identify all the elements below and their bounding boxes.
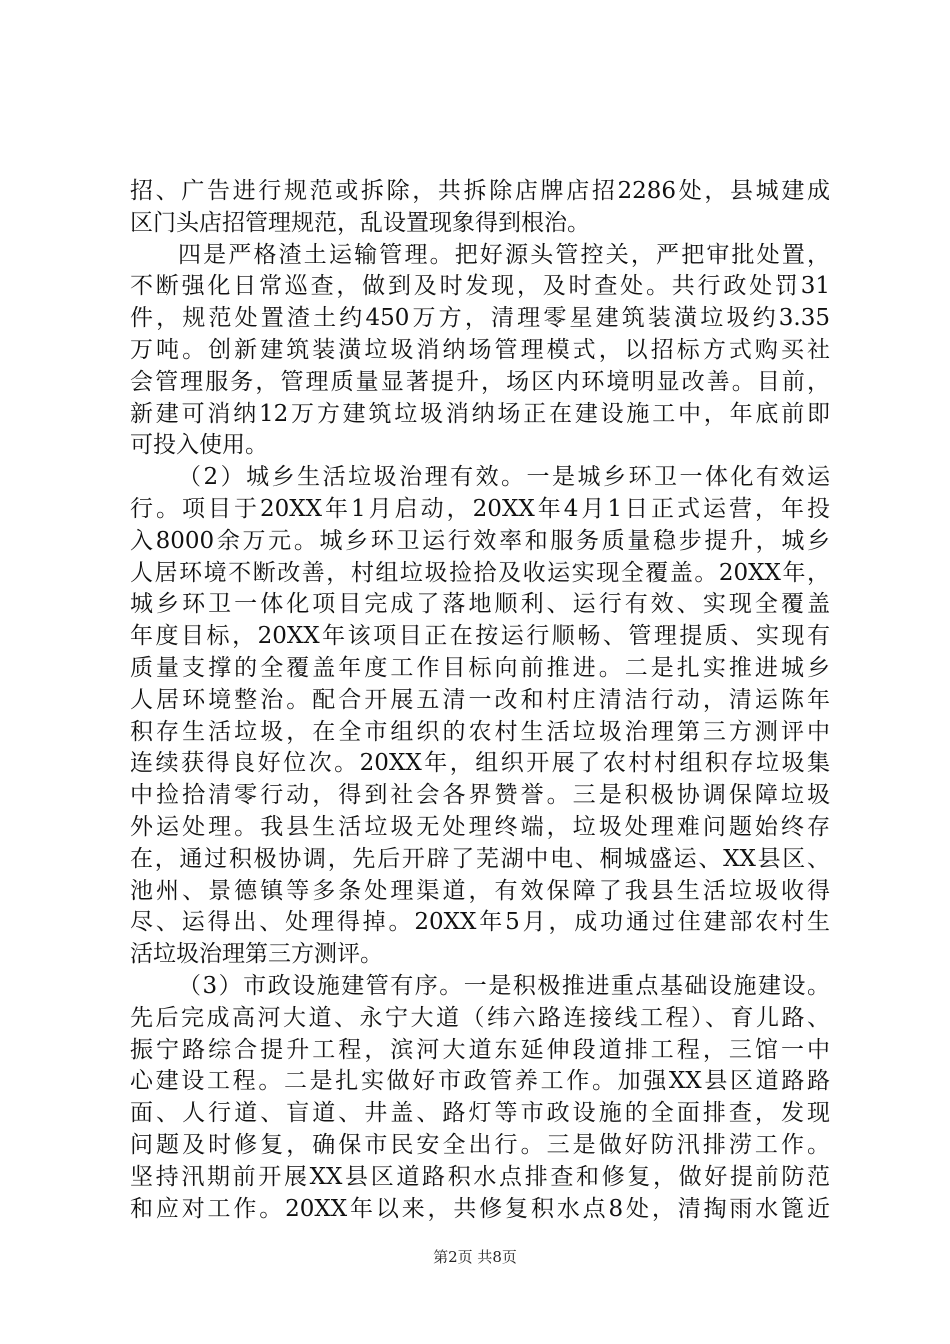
text-line: 积存生活垃圾，在全市组织的农村生活垃圾治理第三方测评中 bbox=[130, 718, 830, 745]
page-footer: 第2页 共8页 bbox=[433, 1248, 517, 1266]
text-line: 人居环境整治。配合开展五清一改和村庄清洁行动，清运陈年 bbox=[130, 686, 830, 713]
text-line: 城乡环卫一体化项目完成了落地顺利、运行有效、实现全覆盖 bbox=[130, 591, 830, 618]
document-body bbox=[130, 176, 830, 1225]
text-line: 外运处理。我县生活垃圾无处理终端，垃圾处理难问题始终存 bbox=[130, 813, 830, 840]
text-line: 心建设工程。二是扎实做好市政管养工作。加强XX县区道路路 bbox=[130, 1068, 830, 1095]
text-line: 池州、景德镇等多条处理渠道，有效保障了我县生活垃圾收得 bbox=[130, 877, 830, 904]
text-line: 新建可消纳12万方建筑垃圾消纳场正在建设施工中，年底前即 bbox=[130, 400, 830, 427]
text-line: 面、人行道、盲道、井盖、路灯等市政设施的全面排查，发现 bbox=[130, 1100, 830, 1127]
text-line: 入8000余万元。城乡环卫运行效率和服务质量稳步提升，城乡 bbox=[130, 527, 830, 554]
text-line: 四是严格渣土运输管理。把好源头管控关，严把审批处置， bbox=[178, 241, 830, 268]
text-line: 在，通过积极协调，先后开辟了芜湖中电、桐城盛运、XX县区、 bbox=[130, 845, 830, 872]
text-line: 和应对工作。20XX年以来，共修复积水点8处，清掏雨水篦近 bbox=[130, 1195, 830, 1222]
text-line: 不断强化日常巡查，做到及时发现，及时查处。共行政处罚31 bbox=[130, 273, 830, 300]
text-line: 万吨。创新建筑装潢垃圾消纳场管理模式，以招标方式购买社 bbox=[130, 336, 830, 363]
text-line: 振宁路综合提升工程，滨河大道东延伸段道排工程，三馆一中 bbox=[130, 1036, 830, 1063]
text-line: 会管理服务，管理质量显著提升，场区内环境明显改善。目前， bbox=[130, 368, 830, 395]
text-line: 件，规范处置渣土约450万方，清理零星建筑装潢垃圾约3.35 bbox=[130, 305, 830, 332]
text-line: 尽、运得出、处理得掉。20XX年5月，成功通过住建部农村生 bbox=[130, 909, 830, 936]
text-line: （3）市政设施建管有序。一是积极推进重点基础设施建设。 bbox=[178, 972, 830, 999]
text-line: 中捡拾清零行动，得到社会各界赞誉。三是积极协调保障垃圾 bbox=[130, 782, 830, 809]
text-line: 问题及时修复，确保市民安全出行。三是做好防汛排涝工作。 bbox=[130, 1131, 830, 1158]
text-line: 招、广告进行规范或拆除，共拆除店牌店招2286处，县城建成 bbox=[130, 178, 830, 204]
text-line: 先后完成高河大道、永宁大道（纬六路连接线工程）、育儿路、 bbox=[130, 1004, 830, 1031]
text-line: 活垃圾治理第三方测评。 bbox=[130, 941, 383, 968]
text-line: 可投入使用。 bbox=[130, 432, 268, 459]
text-line: 年度目标，20XX年该项目正在按运行顺畅、管理提质、实现有 bbox=[130, 623, 830, 650]
text-line: 区门头店招管理规范，乱设置现象得到根治。 bbox=[130, 209, 590, 236]
text-line: 人居环境不断改善，村组垃圾捡拾及收运实现全覆盖。20XX年， bbox=[130, 559, 830, 586]
text-line: 质量支撑的全覆盖年度工作目标向前推进。二是扎实推进城乡 bbox=[130, 654, 830, 681]
text-line: 行。项目于20XX年1月启动，20XX年4月1日正式运营，年投 bbox=[130, 495, 830, 522]
text-line: 连续获得良好位次。20XX年，组织开展了农村村组积存垃圾集 bbox=[130, 750, 830, 777]
text-line: 坚持汛期前开展XX县区道路积水点排查和修复，做好提前防范 bbox=[130, 1163, 830, 1190]
text-line: （2）城乡生活垃圾治理有效。一是城乡环卫一体化有效运 bbox=[178, 464, 830, 491]
